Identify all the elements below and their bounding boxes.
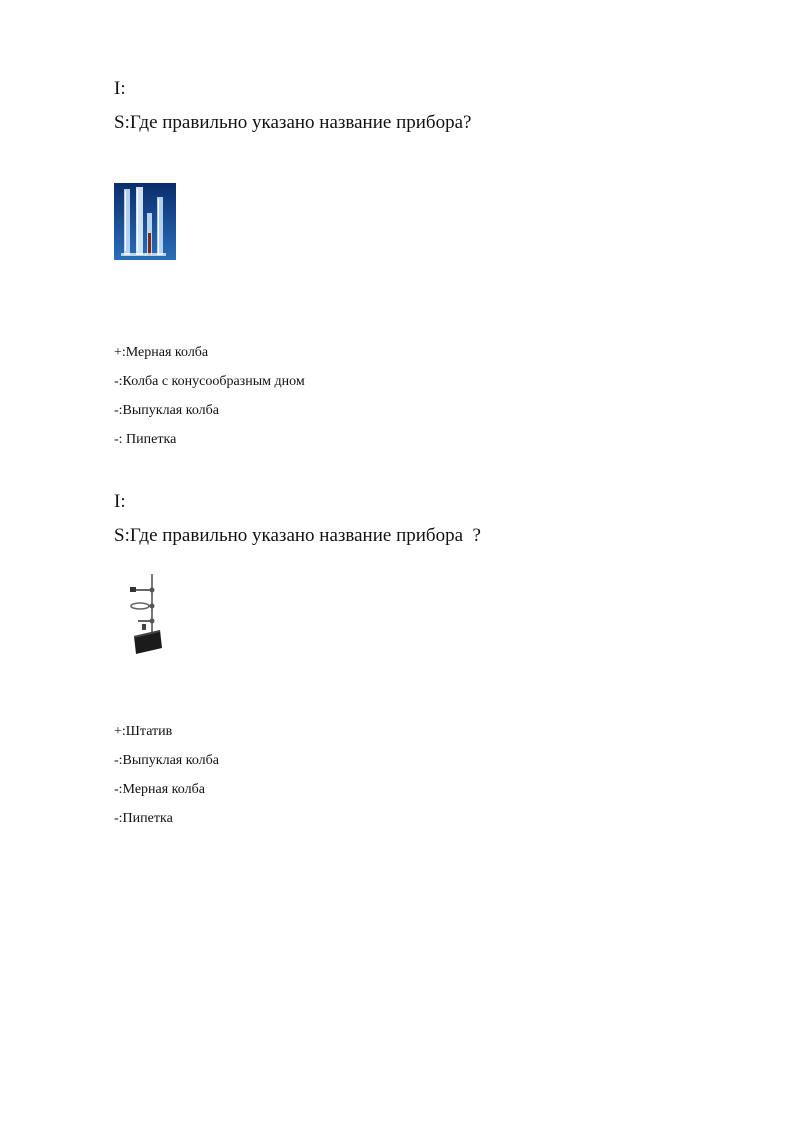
question-1-text: S:Где правильно указано название прибора?	[114, 112, 472, 133]
question-2-id: I:	[114, 491, 126, 512]
question-1-answer-4: -: Пипетка	[114, 432, 177, 447]
question-2-answer-1: +:Штатив	[114, 724, 173, 739]
question-2-answer-2: -:Выпуклая колба	[114, 753, 219, 768]
graduated-cylinders-image	[114, 183, 176, 260]
question-1-id: I:	[114, 78, 126, 99]
question-2-answer-4: -:Пипетка	[114, 811, 173, 826]
question-1-answer-2: -:Колба с конусообразным дном	[114, 374, 305, 389]
lab-stand-image	[124, 572, 172, 656]
question-1-answer-3: -:Выпуклая колба	[114, 403, 219, 418]
question-2-text: S:Где правильно указано название прибора ?	[114, 525, 481, 546]
question-2-answer-3: -:Мерная колба	[114, 782, 205, 797]
question-1-answer-1: +:Мерная колба	[114, 345, 209, 360]
